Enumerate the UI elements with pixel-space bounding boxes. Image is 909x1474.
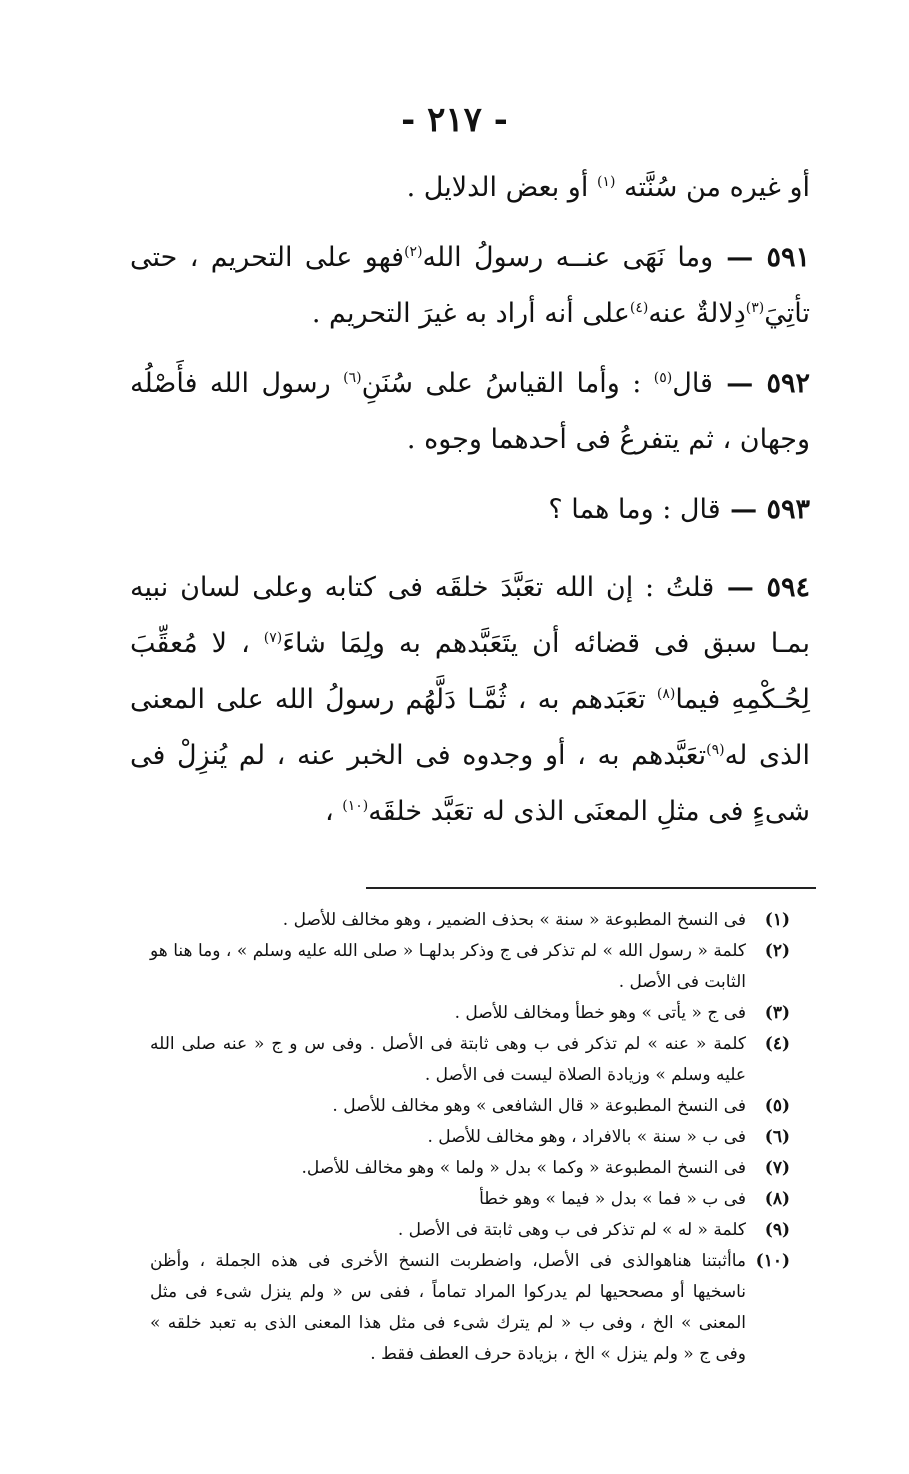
footnote-ref[interactable]: (٩) (706, 742, 725, 758)
text-run: قال : وما هما ؟ (548, 494, 721, 525)
footnote-number: (١) (764, 910, 790, 930)
footnote-text: كلمة « عنه » لم تذكر فى ب وهى ثابتة فى الأصل . وفى س و ج « عنه صلى الله عليه وسلم » وزيادة الصلاة ليست فى الأصل . (150, 1034, 746, 1085)
paragraph-592 (130, 356, 810, 468)
footnote-text: فى النسخ المطبوعة « وكما » بدل « ولما » وهو مخالف للأصل. (301, 1158, 746, 1178)
footnote-number: (٤) (764, 1034, 790, 1054)
footnote-7 (150, 1153, 790, 1184)
footnote-5 (150, 1091, 790, 1122)
footnote-text: كلمة « له » لم تذكر فى ب وهى ثابتة فى الأصل . (397, 1220, 746, 1240)
footnote-ref[interactable]: (٤) (629, 300, 649, 316)
footnotes (150, 905, 790, 1370)
footnote-number: (١٠) (755, 1251, 790, 1271)
text-run: أو غيره من سُنَّته (615, 172, 810, 203)
footnote-number: (٦) (764, 1127, 790, 1147)
paragraph-591 (130, 230, 810, 342)
text-run: رسول الله فأَصْلُه وجهان ، ثم يتفرعُ فى أحدهما وجوه . (130, 368, 810, 455)
paragraph-number: ٥٩٣ — (720, 494, 810, 525)
paragraph-593 (130, 482, 810, 538)
text-run: على أنه أراد به غيرَ التحريم . (311, 298, 630, 329)
footnote-4 (150, 1029, 790, 1091)
footnote-text: فى ب « فما » بدل « فيما » وهو خطأ (479, 1189, 746, 1209)
footnote-ref[interactable]: (٢) (404, 244, 423, 260)
paragraph-number: ٥٩٤ — (714, 572, 811, 603)
footnote-3 (150, 998, 790, 1029)
footnote-10 (150, 1246, 790, 1370)
footnote-text: فى ب « سنة » بالافراد ، وهو مخالف للأصل . (427, 1127, 746, 1147)
footnote-number: (٢) (764, 941, 790, 961)
footnote-text: ماأثبتنا هناهوالذى فى الأصل، واضطربت النسخ الأخرى فى هذه الجملة ، وأظن ناسخيها أو مصححيها لم يدركوا المراد تماماً ، ففى س « ولم ينزل شىء فى مثل المعنى » الخ ، وفى ب « لم يترك شىء فى مثل هذا المعنى الذى به تعبد خلقه » وفى ج « ولم ينزل » الخ ، بزيادة حرف العطف فقط . (150, 1251, 746, 1364)
footnote-2 (150, 936, 790, 998)
footnote-text: فى ج « يأتى » وهو خطأ ومخالف للأصل . (454, 1003, 746, 1023)
footnote-1 (150, 905, 790, 936)
footnote-9 (150, 1215, 790, 1246)
paragraph-number: ٥٩٢ — (712, 368, 810, 399)
text-run: قال (672, 368, 713, 399)
footnote-6 (150, 1122, 790, 1153)
text-run: تعَبَدهم به ، ثُمَّـا دَلَّهُم رسولُ الله على المعنى الذى له (130, 684, 810, 771)
footnote-ref[interactable]: (١) (596, 174, 616, 190)
text-run: فهو على التحريم ، حتى تأتِيَ (130, 242, 810, 329)
footnote-number: (٣) (764, 1003, 790, 1023)
footnote-ref[interactable]: (٦) (343, 370, 362, 386)
footnote-ref[interactable]: (٥) (653, 370, 673, 386)
text-run: ، لا مُعقِّبَ لِحُـكْمِهِ فيما (130, 628, 810, 715)
page-number: - ٢١٧ - (401, 100, 508, 140)
footnote-number: (٨) (764, 1189, 790, 1209)
footnote-number: (٥) (764, 1096, 790, 1116)
text-run: : وأما القياسُ على سُنَنِ (361, 368, 654, 399)
main-text (130, 160, 810, 854)
footnote-number: (٩) (764, 1220, 790, 1240)
footnote-8 (150, 1184, 790, 1215)
paragraph-continuation (130, 160, 810, 216)
footnote-divider (366, 887, 816, 889)
text-run: ، (324, 796, 343, 827)
footnote-text: فى النسخ المطبوعة « قال الشافعى » وهو مخالف للأصل . (332, 1096, 746, 1116)
text-run: وما نَهَى عنــه رسولُ الله (422, 242, 714, 273)
text-run: تعَبَّدهم به ، أو وجدوه فى الخبر عنه ، لم يُنزِلْ فى شىءٍ فى مثلِ المعنَى الذى له تعَبَّد خلقَه (130, 740, 810, 827)
text-run: دِلالةٌ عنه (648, 298, 746, 329)
text-run: أو بعض الدلايل . (406, 172, 597, 203)
footnote-ref[interactable]: (٨) (656, 686, 676, 702)
footnote-number: (٧) (764, 1158, 790, 1178)
footnote-ref[interactable]: (٣) (745, 300, 765, 316)
footnote-text: فى النسخ المطبوعة « سنة » بحذف الضمير ، وهو مخالف للأصل . (282, 910, 746, 930)
text-run: قلتُ : إن الله تعَبَّدَ خلقَه فى كتابه وعلى لسان نبيه بمـا سبق فى قضائه أن يتَعَبَّدهم به ولِمَا شاءَ (130, 572, 810, 659)
footnote-text: كلمة « رسول الله » لم تذكر فى ج وذكر بدلهـا « صلى الله عليه وسلم » ، وما هنا هو الثابت فى الأصل . (150, 941, 746, 992)
paragraph-number: ٥٩١ — (713, 242, 810, 273)
footnote-ref[interactable]: (١٠) (342, 798, 369, 814)
paragraph-594 (130, 560, 810, 840)
footnote-ref[interactable]: (٧) (263, 630, 283, 646)
